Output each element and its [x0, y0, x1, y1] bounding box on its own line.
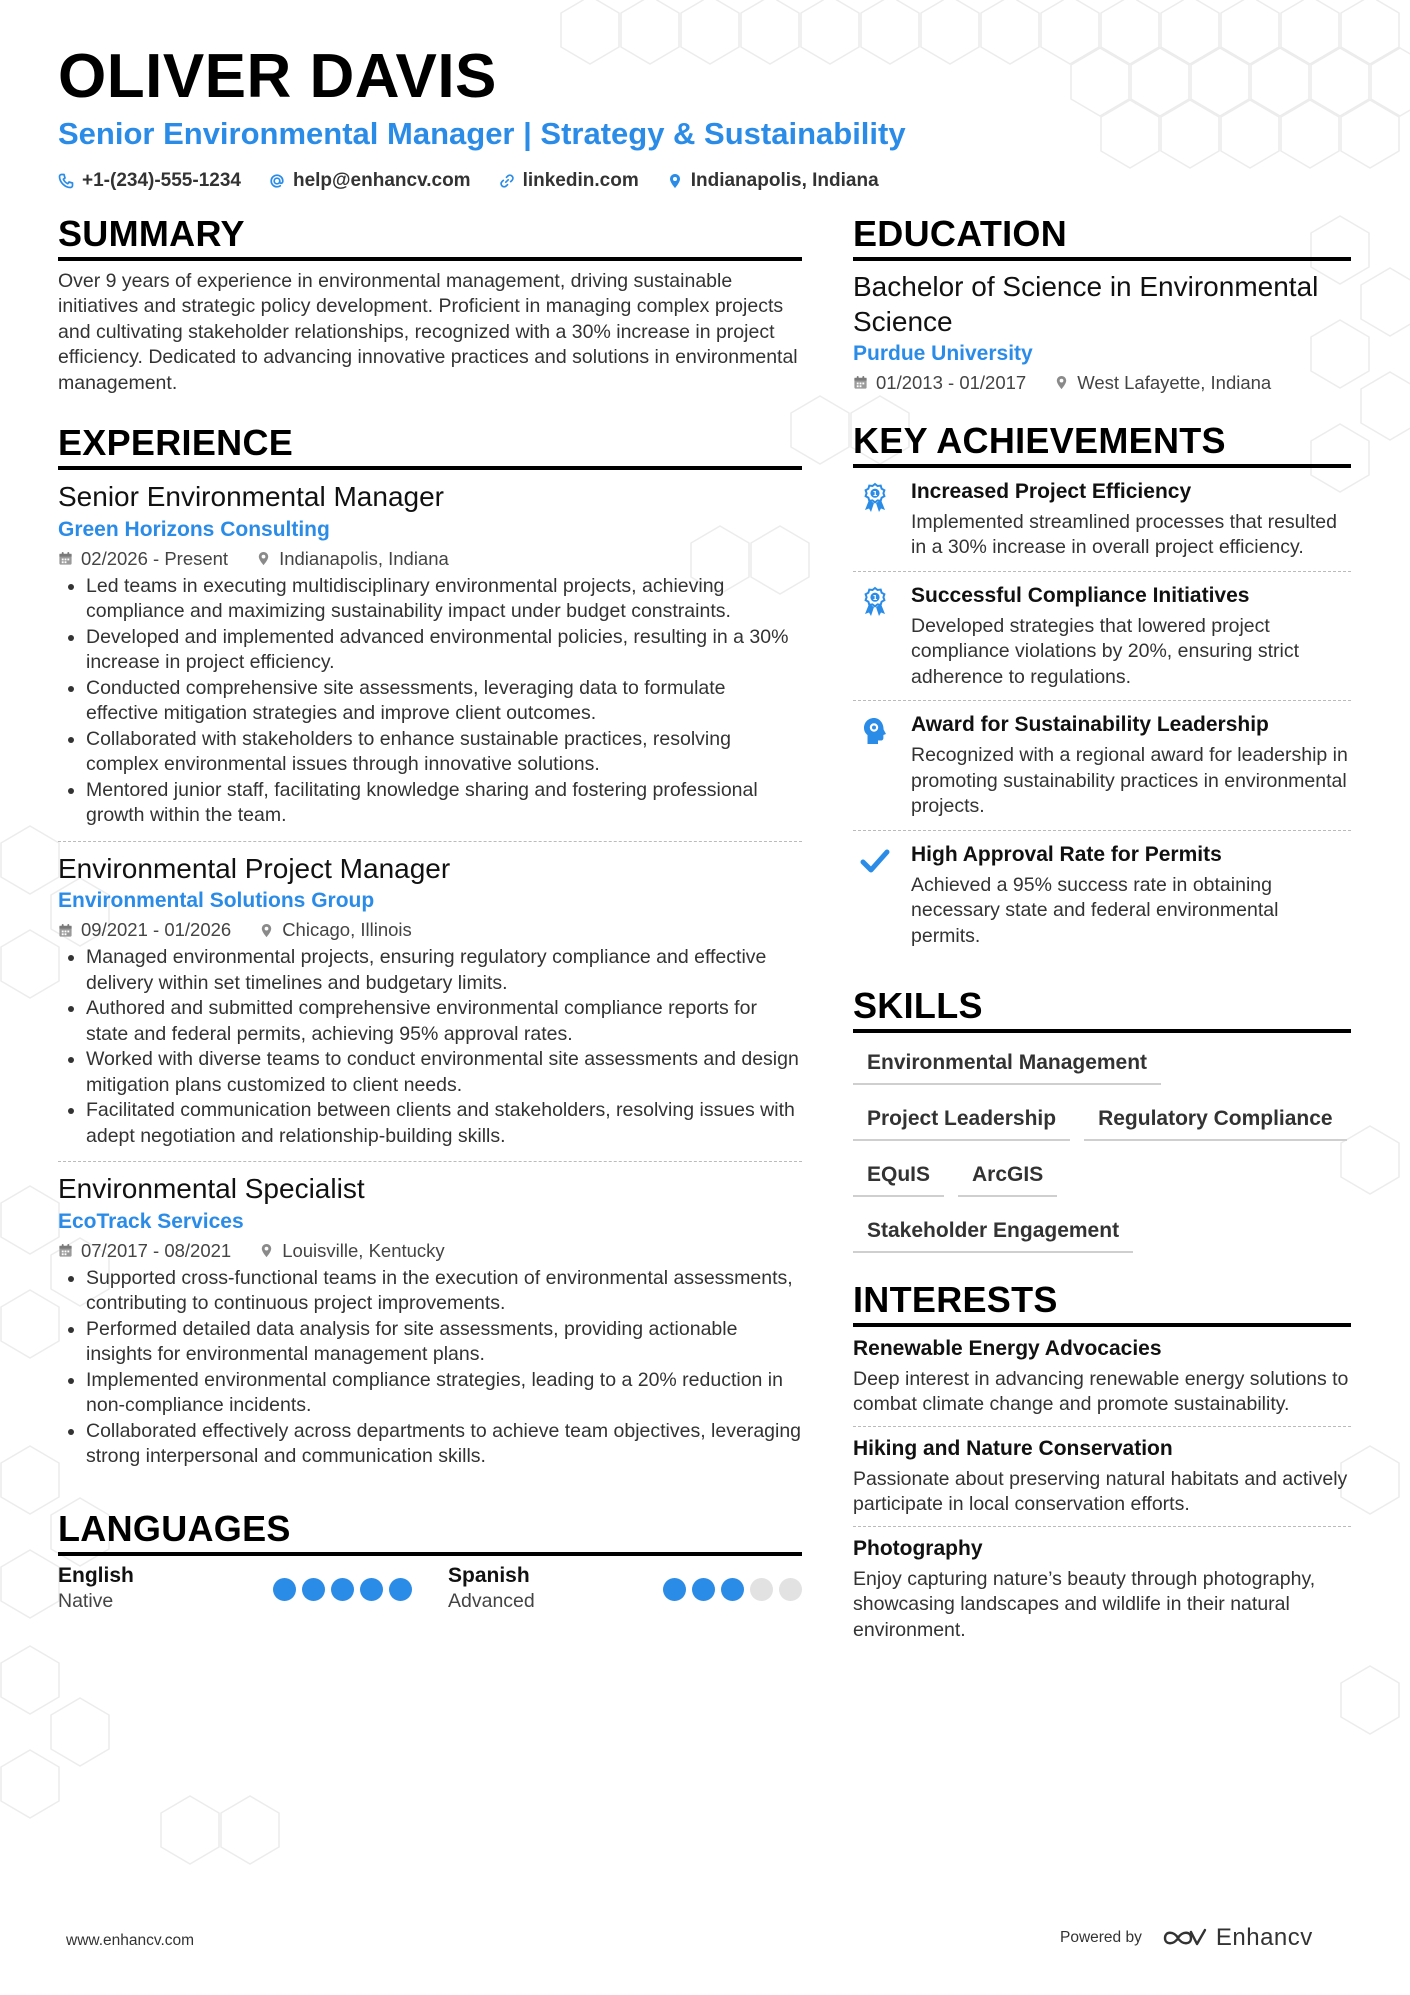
phone-icon: [58, 173, 74, 189]
at-icon: [269, 173, 285, 189]
job-entry: [58, 1162, 802, 1482]
job-bullets: [58, 574, 802, 829]
experience-section: [58, 424, 802, 1482]
skills-heading: SKILLS: [853, 987, 1351, 1033]
calendar-icon: [58, 1243, 73, 1258]
education-dates: [853, 372, 1026, 394]
achievement-body: [911, 843, 1351, 950]
interest-item: [853, 1527, 1351, 1652]
education-school: Purdue University: [853, 341, 1033, 365]
interest-description: Enjoy capturing nature’s beauty through photography, showcasing landscapes and wildlife in their natural environment.: [853, 1567, 1316, 1641]
achievement-title: Successful Compliance Initiatives: [911, 583, 1250, 607]
achievement-title: Award for Sustainability Leadership: [911, 713, 1269, 737]
job-meta: [58, 1240, 802, 1262]
education-location-text: West Lafayette, Indiana: [1077, 371, 1272, 393]
job-role: Environmental Specialist: [58, 1173, 365, 1205]
job-bullet: • Collaborated effectively across departments to achieve team objectives, leveraging strong interpersonal and communication skills.: [86, 1419, 802, 1470]
language-name: Spanish: [448, 1563, 530, 1587]
summary-heading: SUMMARY: [58, 215, 802, 261]
job-company: Environmental Solutions Group: [58, 889, 375, 913]
interest-title: Photography: [853, 1536, 983, 1560]
skill-tag: Project Leadership: [853, 1099, 1070, 1141]
brand-name: Enhancv: [1215, 1924, 1313, 1951]
candidate-title: Senior Environmental Manager | Strategy & Sustainability: [58, 116, 906, 151]
achievement-description: Recognized with a regional award for leadership in promoting sustainability practices in environmental projects.: [911, 744, 1348, 818]
interest-title: Renewable Energy Advocacies: [853, 1336, 1162, 1360]
achievement-item: [853, 701, 1351, 831]
achievement-title: High Approval Rate for Permits: [911, 842, 1222, 866]
left-column: [58, 215, 802, 1641]
contact-phone[interactable]: [58, 170, 241, 192]
rating-dot: [750, 1578, 773, 1601]
calendar-icon: [58, 923, 73, 938]
job-location-text: Chicago, Illinois: [282, 919, 412, 941]
interests-list: [853, 1327, 1351, 1652]
job-dates: [58, 919, 231, 941]
languages-section: [58, 1507, 802, 1613]
achievement-description: Implemented streamlined processes that resulted in a 30% increase in overall project efficiency.: [911, 510, 1337, 559]
job-dates: [58, 1240, 231, 1262]
experience-list: [58, 470, 802, 1482]
language-rating: [663, 1578, 802, 1613]
checkmark-icon: [853, 843, 897, 950]
job-bullet: • Facilitated communication between clients and stakeholders, resolving issues with adept negotiation and relationship-building skills.: [86, 1098, 802, 1149]
footer-branding: [1060, 1924, 1313, 1952]
language-text: [448, 1564, 535, 1613]
job-location: [256, 548, 449, 570]
interest-item: [853, 1427, 1351, 1527]
achievements-section: [853, 419, 1351, 959]
rating-dot: [302, 1578, 325, 1601]
linkedin-text: linkedin.com: [522, 170, 639, 191]
job-dates-text: 07/2017 - 08/2021: [81, 1239, 232, 1261]
achievement-body: [911, 713, 1351, 820]
achievements-heading: KEY ACHIEVEMENTS: [853, 422, 1351, 468]
interest-description: Passionate about preserving natural habitats and actively participate in local conservation efforts.: [853, 1467, 1348, 1516]
achievement-body: [911, 584, 1351, 691]
job-dates-text: 09/2021 - 01/2026: [81, 919, 232, 941]
footer-website[interactable]: www.enhancv.com: [66, 1932, 195, 1949]
achievement-item: [853, 468, 1351, 572]
job-location: [259, 1240, 444, 1262]
skill-tag: Environmental Management: [853, 1043, 1161, 1085]
job-bullets: [58, 1266, 802, 1470]
job-meta: [58, 919, 802, 941]
candidate-name: OLIVER DAVIS: [58, 42, 497, 111]
achievements-list: [853, 468, 1351, 960]
education-degree: Bachelor of Science in Environmental Science: [853, 270, 1319, 337]
link-icon: [499, 173, 515, 189]
language-item: [58, 1564, 412, 1613]
achievement-title: Increased Project Efficiency: [911, 479, 1192, 503]
languages-heading: LANGUAGES: [58, 1510, 802, 1556]
rating-dot: [721, 1578, 744, 1601]
svg-text:1: 1: [872, 489, 878, 498]
location-pin-icon: [667, 173, 683, 189]
job-role: Senior Environmental Manager: [58, 481, 444, 513]
experience-heading: EXPERIENCE: [58, 424, 802, 470]
job-bullet: • Performed detailed data analysis for site assessments, providing actionable insights for environmental management plans.: [86, 1317, 802, 1368]
job-bullets: [58, 945, 802, 1149]
skills-list: [853, 1043, 1351, 1253]
contact-linkedin[interactable]: [499, 170, 639, 192]
skill-tag: EQuIS: [853, 1155, 944, 1197]
skill-tag: ArcGIS: [958, 1155, 1057, 1197]
job-dates: [58, 548, 228, 570]
powered-by-text: Powered by: [1060, 1929, 1142, 1946]
rating-dot: [360, 1578, 383, 1601]
svg-text:1: 1: [872, 593, 878, 602]
rating-dot: [663, 1578, 686, 1601]
summary-text: Over 9 years of experience in environmental management, driving sustainable initiatives and strategic policy development. Proficient in managing complex projects and cultivating stakeholder relationships, recognized with a 30% increase in project efficiency. Dedicated to advancing innovative practices and solutions in environmental management.: [58, 269, 798, 394]
calendar-icon: [853, 375, 868, 390]
rating-dot: [273, 1578, 296, 1601]
rating-dot: [389, 1578, 412, 1601]
interest-description: Deep interest in advancing renewable energy solutions to combat climate change and promote sustainability.: [853, 1367, 1349, 1416]
skill-tag: Regulatory Compliance: [1084, 1099, 1347, 1141]
education-meta: [853, 372, 1351, 394]
education-dates-text: 01/2013 - 01/2017: [876, 371, 1027, 393]
achievement-description: Developed strategies that lowered project compliance violations by 20%, ensuring strict adherence to regulations.: [911, 614, 1300, 688]
job-bullet: • Implemented environmental compliance strategies, leading to a 20% reduction in non-compliance incidents.: [86, 1368, 802, 1419]
location-pin-icon: [259, 923, 274, 938]
rating-dot: [331, 1578, 354, 1601]
location-pin-icon: [259, 1243, 274, 1258]
achievement-body: [911, 480, 1351, 561]
job-bullet: • Managed environmental projects, ensuring regulatory compliance and effective delivery within set timelines and budgetary limits.: [86, 945, 802, 996]
job-bullet: • Supported cross-functional teams in the execution of environmental assessments, contributing to continuous project improvements.: [86, 1266, 802, 1317]
email-text: help@enhancv.com: [292, 170, 471, 191]
job-bullet: • Developed and implemented advanced environmental policies, resulting in a 30% increase in project efficiency.: [86, 625, 802, 676]
language-text: [58, 1564, 134, 1613]
achievement-item: [853, 572, 1351, 702]
job-company: EcoTrack Services: [58, 1209, 244, 1233]
location-pin-icon: [256, 551, 271, 566]
education-location: [1054, 372, 1271, 394]
right-column: [853, 215, 1351, 1679]
job-meta: [58, 548, 802, 570]
job-bullet: • Authored and submitted comprehensive environmental compliance reports for state and federal permits, achieving 95% approval rates.: [86, 996, 802, 1047]
location-text: Indianapolis, Indiana: [690, 170, 879, 191]
language-level: Native: [58, 1589, 114, 1612]
brand-logo[interactable]: [1162, 1924, 1313, 1952]
job-location: [259, 919, 412, 941]
job-location-text: Louisville, Kentucky: [282, 1239, 445, 1261]
job-dates-text: 02/2026 - Present: [81, 547, 229, 569]
interest-item: [853, 1327, 1351, 1427]
contact-bar: [58, 170, 879, 192]
job-entry: [58, 842, 802, 1163]
job-location-text: Indianapolis, Indiana: [279, 547, 449, 569]
language-level: Advanced: [448, 1589, 535, 1612]
contact-location: [667, 170, 879, 192]
interests-section: [853, 1278, 1351, 1651]
job-entry: [58, 470, 802, 842]
interest-title: Hiking and Nature Conservation: [853, 1436, 1173, 1460]
rating-dot: [779, 1578, 802, 1601]
job-bullet: • Mentored junior staff, facilitating knowledge sharing and fostering professional growth within the team.: [86, 778, 802, 829]
summary-section: [58, 215, 802, 396]
language-rating: [273, 1578, 412, 1613]
achievement-description: Achieved a 95% success rate in obtaining necessary state and federal environmental permits.: [911, 873, 1279, 947]
job-company: Green Horizons Consulting: [58, 517, 330, 541]
award-ribbon-icon: [853, 584, 897, 691]
skill-tag: Stakeholder Engagement: [853, 1211, 1133, 1253]
interests-heading: INTERESTS: [853, 1281, 1351, 1327]
language-item: [448, 1564, 802, 1613]
head-idea-icon: [853, 713, 897, 820]
job-bullet: • Collaborated with stakeholders to enhance sustainable practices, resolving complex environmental issues through innovative solutions.: [86, 727, 802, 778]
location-pin-icon: [1054, 375, 1069, 390]
job-bullet: • Conducted comprehensive site assessments, leveraging data to formulate effective mitigation strategies and improve client outcomes.: [86, 676, 802, 727]
enhancv-logo-icon: [1162, 1926, 1208, 1950]
job-role: Environmental Project Manager: [58, 852, 451, 884]
calendar-icon: [58, 551, 73, 566]
contact-email[interactable]: [269, 170, 471, 192]
education-section: [853, 215, 1351, 394]
job-bullet: • Led teams in executing multidisciplinary environmental projects, achieving compliance and maximizing sustainability impact under budget constraints.: [86, 574, 802, 625]
rating-dot: [692, 1578, 715, 1601]
award-ribbon-icon: [853, 480, 897, 561]
education-heading: EDUCATION: [853, 215, 1351, 261]
phone-text: +1-(234)-555-1234: [82, 170, 241, 191]
languages-list: [58, 1564, 802, 1613]
language-name: English: [58, 1563, 134, 1587]
job-bullet: • Worked with diverse teams to conduct environmental site assessments and design mitigation plans customized to client needs.: [86, 1047, 802, 1098]
skills-section: [853, 987, 1351, 1253]
achievement-item: [853, 831, 1351, 960]
